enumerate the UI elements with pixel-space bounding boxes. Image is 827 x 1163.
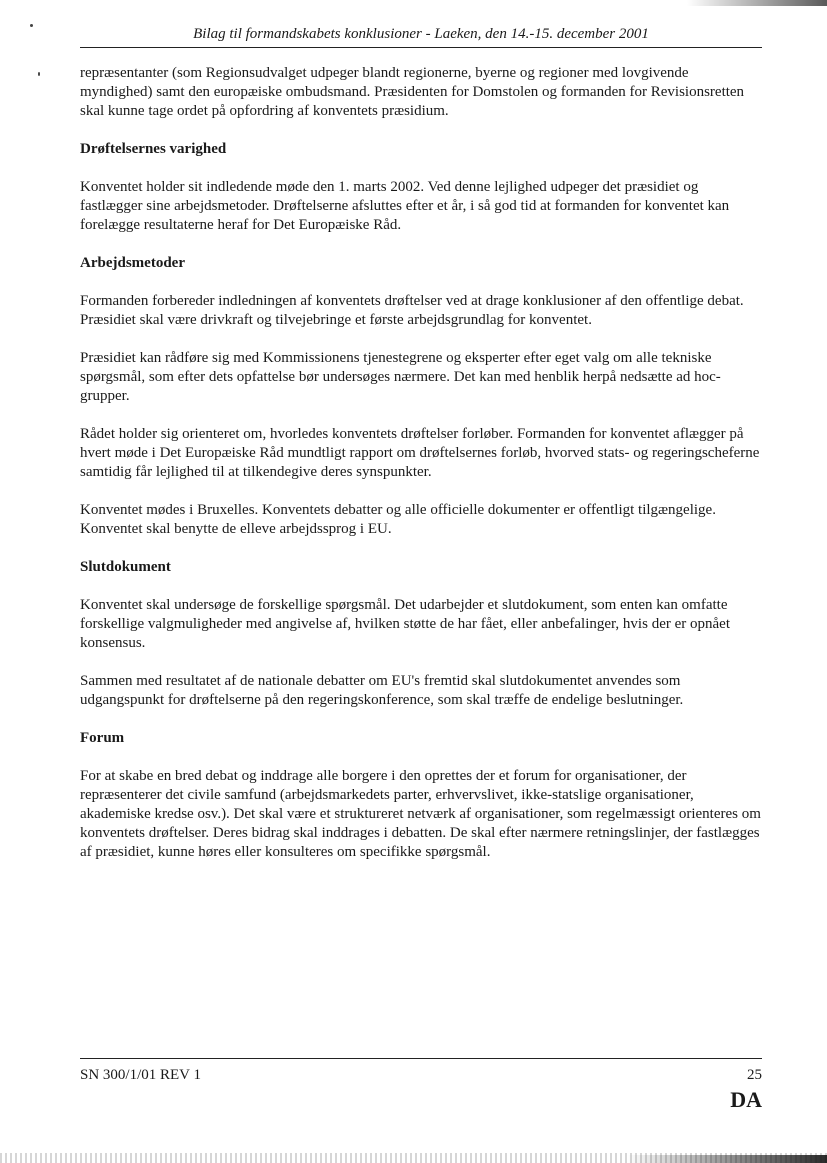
paragraph: Konventet mødes i Bruxelles. Konventets debatter og alle officielle dokumenter er offentligt tilgængelige. Konventet skal benytte de elleve arbejdssprog i EU. — [80, 502, 716, 537]
paragraph: Rådet holder sig orienteret om, hvorledes konventets drøftelser forløber. Formanden for konventet aflægger på hvert møde i Det Europæiske Råd mundtligt rapport om drøftelsernes forløb, hvorved stats- og regeringscheferne samtidig får lejlighed til at tilkendegive deres synspunkter. — [80, 426, 760, 480]
paragraph: Formanden forbereder indledningen af konventets drøftelser ved at drage konklusioner af den offentlige debat. Præsidiet skal være drivkraft og tilvejebringe et første arbejdsgrundlag for konventet. — [80, 293, 744, 328]
intro-paragraph: repræsentanter (som Regionsudvalget udpeger blandt regionerne, byerne og regioner med lovgivende myndighed) samt den europæiske ombudsmand. Præsidenten for Domstolen og formanden for Revisionsretten skal kunne tage ordet på opfordring af konventets præsidium. — [80, 65, 745, 119]
paragraph: Sammen med resultatet af de nationale debatter om EU's fremtid skal slutdokumentet anvendes som udgangspunkt for drøftelserne på den regeringskonference, som skal træffe de endelige beslutninger. — [80, 673, 684, 708]
paragraph: Konventet holder sit indledende møde den 1. marts 2002. Ved denne lejlighed udpeger det præsidiet og fastlægger sine arbejdsmetoder. Drøftelserne afsluttes efter et år, i så god tid at formanden for konventet kan forelægge resultaterne heraf for Det Europæiske Råd. — [80, 179, 730, 233]
section-heading-working-methods: Arbejdsmetoder — [80, 255, 185, 271]
scan-edge-bottom-dark — [627, 1155, 827, 1163]
paragraph: For at skabe en bred debat og inddrage alle borgere i den oprettes der et forum for organisationer, der repræsenterer det civile samfund (arbejdsmarkedets parter, erhvervslivet, ikke-statslige organisationer, akademiske kredse osv.). Det skal være et struktureret netværk af organisationer, som regelmæssigt orienteres om konventets drøftelser. Deres bidrag skal inddrages i debatten. De skal efter nærmere retningslinjer, der fastlægges af præsidiet, kunne høres eller konsulteres om specifikke spørgsmål. — [80, 768, 761, 860]
section-heading-duration: Drøftelsernes varighed — [80, 141, 227, 157]
scan-speck — [30, 24, 33, 27]
page-footer — [80, 1058, 762, 1112]
section-heading-forum: Forum — [80, 730, 125, 746]
page-header: Bilag til formandskabets konklusioner - Laeken, den 14.-15. december 2001 — [80, 26, 762, 48]
section-heading-final-document: Slutdokument — [80, 559, 171, 575]
language-code: DA — [730, 1087, 762, 1112]
scan-speck — [38, 72, 40, 76]
document-body — [80, 64, 762, 881]
page-number: 25 — [747, 1067, 762, 1083]
scan-edge-top — [687, 0, 827, 6]
paragraph: Konventet skal undersøge de forskellige spørgsmål. Det udarbejder et slutdokument, som enten kan omfatte forskellige valgmuligheder med angivelse af, hvilken støtte de har fået, eller anbefalinger, hvis der er opnået konsensus. — [80, 597, 730, 651]
paragraph: Præsidiet kan rådføre sig med Kommissionens tjenestegrene og eksperter efter eget valg om alle tekniske spørgsmål, som efter dets opfattelse bør undersøges nærmere. Det kan med henblik herpå nedsætte ad hoc-grupper. — [80, 350, 721, 404]
document-reference: SN 300/1/01 REV 1 — [80, 1067, 201, 1083]
